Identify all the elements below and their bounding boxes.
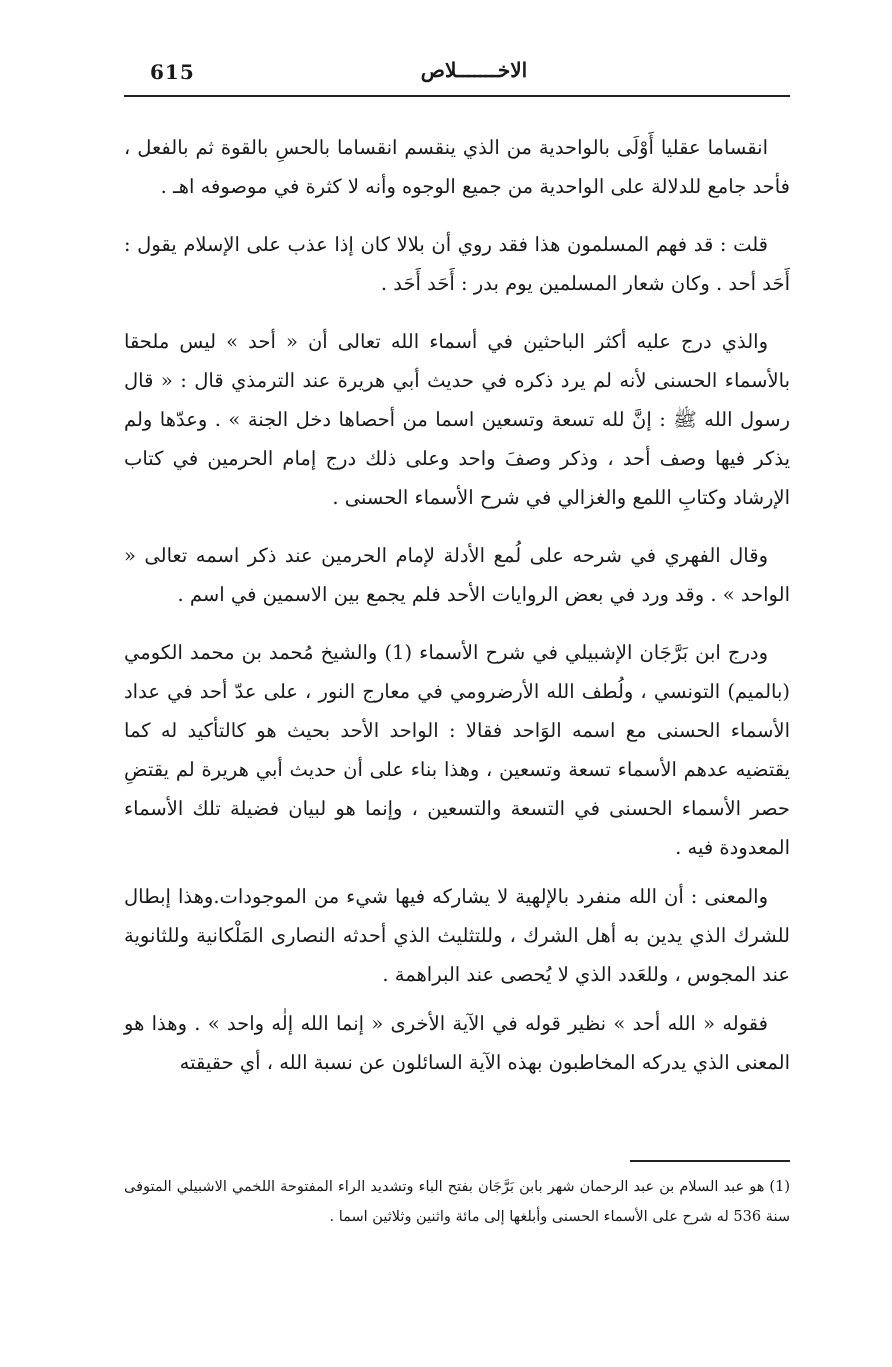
paragraph: قلت : قد فهم المسلمون هذا فقد روي أن بلالا كان إذا عذب على الإسلام يقول : أَحَد أحد . وكان شعار المسلمين يوم بدر : أَحَد أَحَد .: [124, 233, 790, 295]
paragraph: والذي درج عليه أكثر الباحثين في أسماء الله تعالى أن « أحد » ليس ملحقا بالأسماء الحسنى لأنه لم يرد ذكره في حديث أبي هريرة عند الترمذي قال : « قال رسول الله ﷺ : إنَّ لله تسعة وتسعين اسما من أحصاها دخل الجنة » . وعدّها ولم يذكر فيها وصف أحد ، وذكر وصفَ واحد وعلى ذلك درج إمام الحرمين في كتاب الإرشاد وكتابِ اللمع والغزالي في شرح الأسماء الحسنى .: [124, 330, 790, 509]
footnote-rule: [630, 1160, 790, 1162]
running-title: الاخـــــــلاص: [420, 58, 528, 82]
paragraph: وقال الفهري في شرحه على لُمع الأدلة لإمام الحرمين عند ذكر اسمه تعالى « الواحد » . وقد ورد في بعض الروايات الأحد فلم يجمع بين الاسمين في اسم .: [124, 544, 790, 606]
main-text: [124, 128, 790, 1101]
footnote-text: (1) هو عبد السلام بن عبد الرحمان شهر بابن بَرَّجَان بفتح الباء وتشديد الراء المفتوحة اللخمي الاشبيلي المتوفى سنة 536 له شرح على الأسماء الحسنى وأبلغها إلى مائة واثنين وثلاثين اسما .: [124, 1179, 790, 1225]
paragraph: فقوله « الله أحد » نظير قوله في الآية الأخرى « إنما الله إلٰه واحد » . وهذا هو المعنى الذي يدركه المخاطبون بهذه الآية السائلون عن نسبة الله ، أي حقيقته: [124, 1012, 790, 1074]
page-header: [124, 58, 790, 92]
header-rule: [124, 95, 790, 97]
paragraph: والمعنى : أن الله منفرد بالإلهية لا يشاركه فيها شيء من الموجودات.وهذا إبطال للشرك الذي يدين به أهل الشرك ، وللتثليث الذي أحدثه النصارى المَلْكانية وللثانوية عند المجوس ، وللعَدد الذي لا يُحصى عند البراهمة .: [124, 885, 790, 986]
page-number: 615: [150, 60, 195, 84]
footnote: [124, 1172, 790, 1232]
paragraph: انقساما عقليا أَوْلَى بالواحدية من الذي ينقسم انقساما بالحسِ بالقوة ثم بالفعل ، فأحد جامع للدلالة على الواحدية من جميع الوجوه وأنه لا كثرة في موصوفه اهـ .: [124, 136, 790, 198]
paragraph: ودرج ابن بَرَّجَان الإشبيلي في شرح الأسماء (1) والشيخ مُحمد بن محمد الكومي (بالميم) التونسي ، ولُطف الله الأرضرومي في معارج النور ، على عدّ أحد في عداد الأسماء الحسنى مع اسمه الوَاحد فقالا : الواحد الأحد بحيث هو كالتأكيد له كما يقتضيه عدهم الأسماء تسعة وتسعين ، وهذا بناء على أن حديث أبي هريرة لم يقتضِ حصر الأسماء الحسنى في التسعة والتسعين ، وإنما هو لبيان فضيلة تلك الأسماء المعدودة فيه .: [124, 641, 790, 859]
